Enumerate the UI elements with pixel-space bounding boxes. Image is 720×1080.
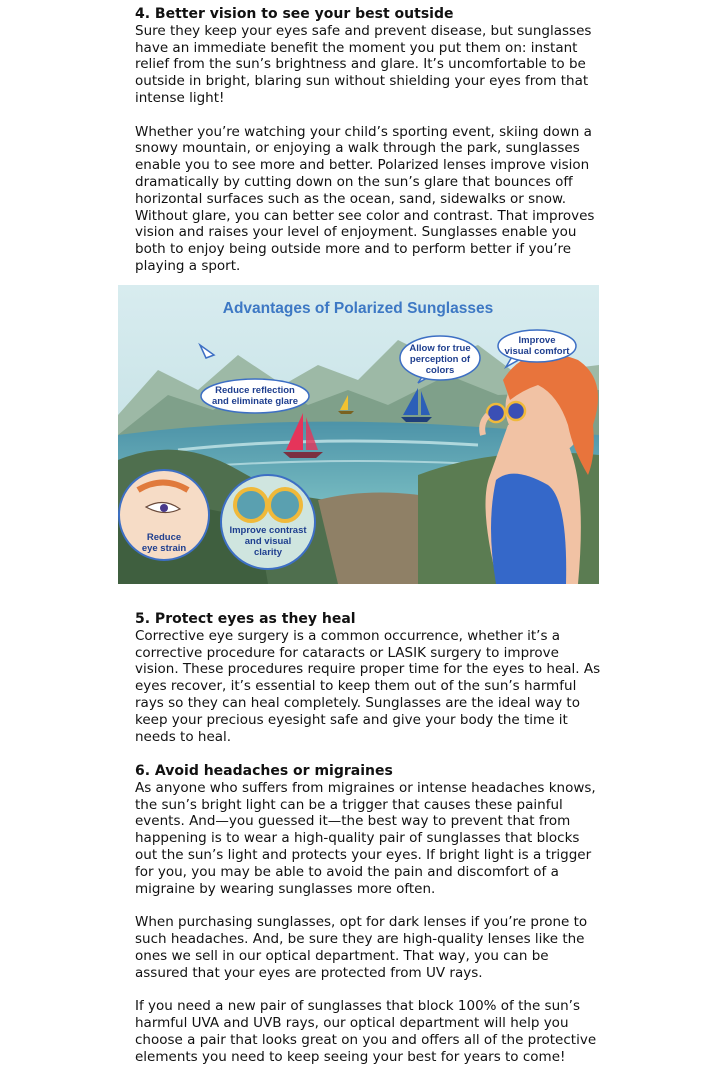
paragraph: Sure they keep your eyes safe and prevent disease, but sunglasses have an immediate benefit the moment you put them on: instant relief from the sun’s brightness and glare. It’s uncomfortable to be outside in bright, blaring sun without shielding your eyes from that intense light! [135,22,592,106]
inset-caption: Reduce [146,532,182,543]
inset-caption: eye strain [141,543,187,554]
illustration-title: Advantages of Polarized Sunglasses [222,300,494,317]
section-heading: 6. Avoid headaches or migraines [135,763,393,779]
inset-caption: Improve contrast [229,525,307,536]
paragraph: Corrective eye surgery is a common occurrence, whether it’s a corrective procedure for cataracts or LASIK surgery to improve vision. These procedures require proper time for the eyes to heal. As eyes recover, it’s essential to keep them out of the sun’s harmful rays so they can heal completely. Sunglasses are the ideal way to keep your precious eyesight safe and give your body the time it needs to heal. [135,627,601,745]
bubble-line: and eliminate glare [211,396,299,407]
section-heading: 4. Better vision to see your best outside [135,6,454,22]
inset-contrast [221,475,315,569]
bubble-line: colors [425,365,455,376]
bubble-line: Allow for true [409,343,471,354]
bubble-line: Improve [518,335,556,346]
bubble-line: perception of [409,354,471,365]
section-avoid-headaches [135,763,605,1065]
section-better-vision [135,6,605,275]
section-heading: 5. Protect eyes as they heal [135,611,356,627]
inset-caption: clarity [254,547,282,558]
inset-caption: and visual [244,536,292,547]
section-protect-eyes [135,611,605,745]
paragraph: When purchasing sunglasses, opt for dark lenses if you’re prone to such headaches. And, be sure they are high-quality lenses like the ones we sell in our optical department. That way, you can be assured that your eyes are protected from UV rays. [135,914,588,981]
paragraph: Whether you’re watching your child’s sporting event, skiing down a snowy mountain, or enjoying a walk through the park, sunglasses enable you to see more and better. Polarized lenses improve vision dramatically by cutting down on the sun’s glare that bounces off horizontal surfaces such as the ocean, sand, sidewalks or snow. Without glare, you can better see color and contrast. That improves vision and raises your level of enjoyment. Sunglasses enable you both to enjoy being outside more and to perform better if you’re playing a sport. [135,123,595,274]
bubble-line: visual comfort [504,346,570,357]
polarized-sunglasses-illustration [118,285,599,584]
bubble-line: Reduce reflection [215,385,295,396]
paragraph: As anyone who suffers from migraines or intense headaches knows, the sun’s bright light can be a trigger that causes these painful events. And—you guessed it—the best way to prevent that from happening is to wear a high-quality pair of sunglasses that blocks out the sun’s light and protects your eyes. If bright light is a trigger for you, you may be able to avoid the pain and discomfort of a migraine by wearing sunglasses more often. [135,779,596,897]
inset-eye-strain [119,470,209,560]
paragraph: If you need a new pair of sunglasses that block 100% of the sun’s harmful UVA and UVB rays, our optical department will help you choose a pair that looks great on you and offers all of the protective elements you need to keep seeing your best for years to come! [135,998,597,1065]
